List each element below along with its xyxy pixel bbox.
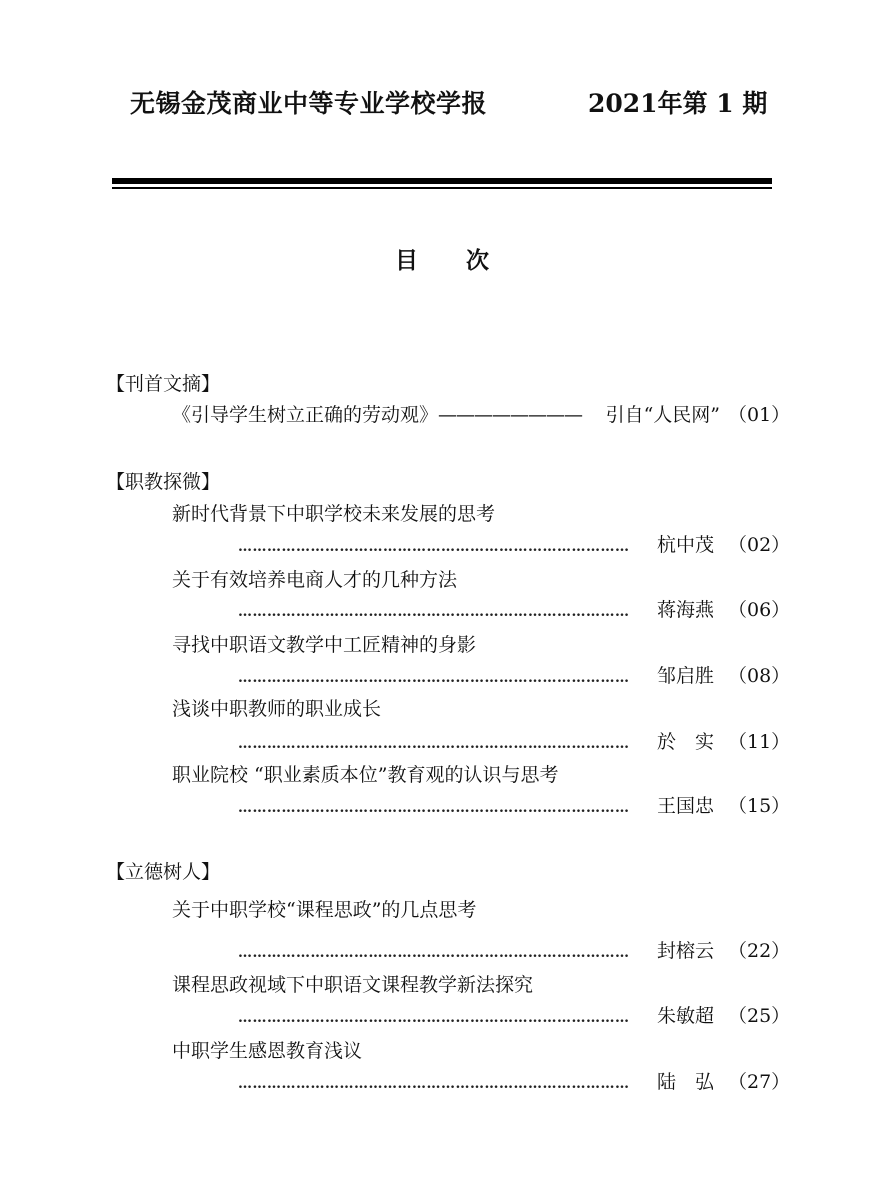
entry-title[interactable]: 职业院校 “职业素质本位”教育观的认识与思考	[172, 764, 559, 786]
entry-page: （06）	[728, 599, 791, 621]
toc-entry-line	[238, 1067, 791, 1095]
dot-leader: ………………………………………………………………………	[238, 604, 630, 620]
entry-title[interactable]: 课程思政视域下中职语文课程教学新法探究	[172, 974, 534, 996]
dash-leader: ————————	[438, 404, 583, 426]
toc-entry-line	[238, 791, 791, 819]
toc-entry-line	[238, 936, 791, 964]
entry-title[interactable]: 寻找中职语文教学中工匠精神的身影	[172, 634, 477, 656]
entry-author: 杭中茂	[656, 534, 714, 556]
section-title-digest: 【刊首文摘】	[106, 373, 221, 395]
entry-author: 蒋海燕	[656, 599, 714, 621]
entry-page: （15）	[728, 795, 791, 817]
entry-author: 王国忠	[656, 795, 714, 817]
section-title-moral: 【立德树人】	[106, 861, 221, 883]
toc-entry[interactable]	[172, 400, 791, 427]
dot-leader: ………………………………………………………………………	[238, 670, 630, 686]
entry-page: （08）	[728, 665, 791, 687]
entry-author: 於 实	[656, 731, 714, 753]
header-rule-thin	[112, 187, 772, 189]
toc-entry-line	[238, 727, 791, 755]
entry-title: 《引导学生树立正确的劳动观》	[172, 404, 439, 426]
toc-title: 目 次	[394, 247, 509, 274]
entry-author: 封榕云	[656, 940, 714, 962]
entry-title[interactable]: 关于中职学校“课程思政”的几点思考	[172, 899, 477, 921]
dot-leader: ………………………………………………………………………	[238, 800, 630, 816]
entry-title[interactable]: 浅谈中职教师的职业成长	[172, 698, 382, 720]
dot-leader: ………………………………………………………………………	[238, 736, 630, 752]
entry-page: （22）	[728, 940, 791, 962]
entry-page: （11）	[728, 731, 791, 753]
header-rule-thick	[112, 178, 772, 184]
issue-number: 2021年第 1 期	[588, 89, 768, 118]
entry-page: （02）	[728, 534, 791, 556]
dot-leader: ………………………………………………………………………	[238, 539, 630, 555]
entry-author: 陆 弘	[656, 1071, 714, 1093]
dot-leader: ………………………………………………………………………	[238, 1010, 630, 1026]
entry-title[interactable]: 中职学生感恩教育浅议	[172, 1040, 363, 1062]
toc-entry-line	[238, 661, 791, 689]
entry-author: 朱敏超	[656, 1005, 714, 1027]
entry-title[interactable]: 关于有效培养电商人才的几种方法	[172, 569, 458, 591]
toc-entry-line	[238, 1001, 791, 1029]
entry-page: （01）	[728, 404, 791, 426]
dot-leader: ………………………………………………………………………	[238, 945, 630, 961]
journal-title: 无锡金茂商业中等专业学校学报	[130, 89, 488, 118]
entry-page: （25）	[728, 1005, 791, 1027]
entry-author: 邹启胜	[656, 665, 714, 687]
toc-entry-line	[238, 530, 791, 558]
entry-page: （27）	[728, 1071, 791, 1093]
dot-leader: ………………………………………………………………………	[238, 1076, 630, 1092]
entry-title[interactable]: 新时代背景下中职学校未来发展的思考	[172, 503, 496, 525]
toc-entry-line	[238, 595, 791, 623]
entry-source: 引自“人民网”	[605, 404, 720, 426]
section-title-vocational: 【职教探微】	[106, 471, 221, 493]
